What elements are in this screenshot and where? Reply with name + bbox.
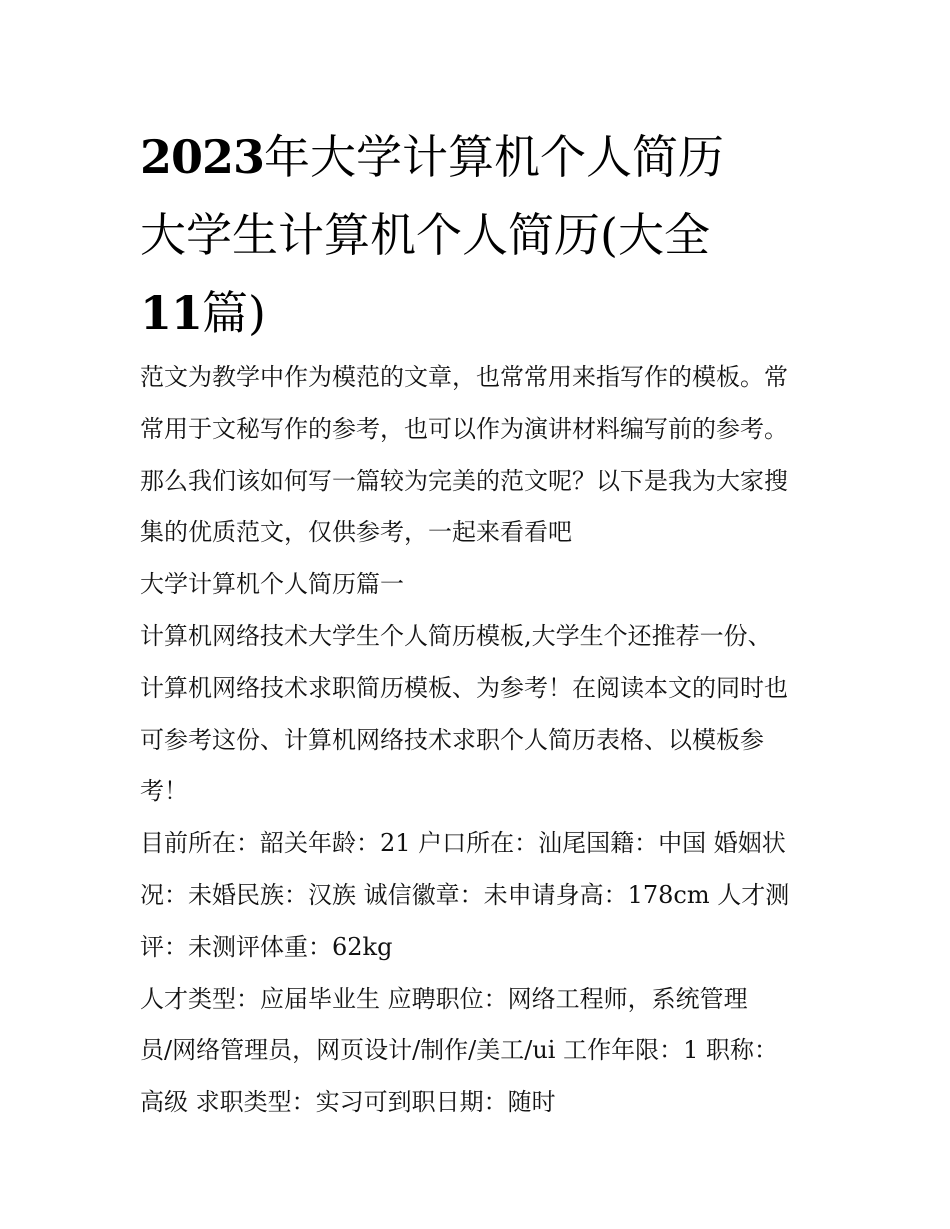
- profile-line: 员/网络管理员，网页设计/制作/美工/ui 工作年限：1 职称：: [140, 1036, 779, 1065]
- title-count: 11: [140, 286, 203, 340]
- title-line-3-text: 篇): [202, 286, 266, 340]
- body-line: 可参考这份、计算机网络技术求职个人简历表格、以模板参: [140, 725, 764, 754]
- body-line: 集的优质范文，仅供参考，一起来看看吧: [140, 518, 572, 547]
- body-line: 考！: [140, 777, 188, 806]
- title-year: 2023: [140, 130, 265, 184]
- body-line: 计算机网络技术求职简历模板、为参考！在阅读本文的同时也: [140, 673, 788, 702]
- title-line-3: [140, 274, 820, 352]
- profile-line: 目前所在：韶关年龄：21 户口所在：汕尾国籍：中国 婚姻状: [140, 829, 786, 858]
- document-body: [140, 352, 820, 1129]
- profile-line: 人才类型：应届毕业生 应聘职位：网络工程师，系统管理: [140, 984, 748, 1013]
- body-line: 那么我们该如何写一篇较为完美的范文呢？以下是我为大家搜: [140, 466, 788, 495]
- title-line-2: 大学生计算机个人简历(大全: [140, 208, 710, 262]
- body-line: 常用于文秘写作的参考，也可以作为演讲材料编写前的参考。: [140, 414, 788, 443]
- profile-line: 况：未婚民族：汉族 诚信徽章：未申请身高：178cm 人才测: [140, 880, 790, 909]
- body-line: 计算机网络技术大学生个人简历模板,大学生个还推荐一份、: [140, 621, 772, 650]
- title-line-1: [140, 118, 820, 196]
- body-line: 范文为教学中作为模范的文章，也常常用来指写作的模板。常: [140, 363, 788, 391]
- profile-line: 评：未测评体重：62kg: [140, 932, 393, 961]
- profile-line: 高级 求职类型：实习可到职日期：随时: [140, 1088, 556, 1117]
- title-line-1-text: 年大学计算机个人简历: [264, 130, 725, 184]
- section-heading: 大学计算机个人简历篇一: [140, 570, 404, 599]
- document-title: [140, 118, 820, 352]
